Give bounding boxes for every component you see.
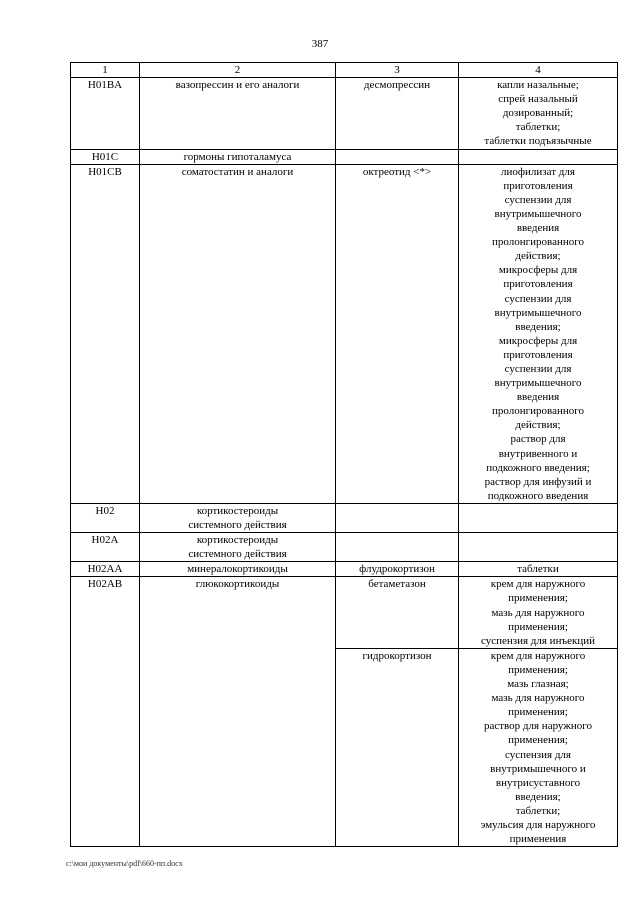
header-cell-2: 2 xyxy=(140,63,336,78)
dosage-form-cell-line: суспензии для xyxy=(504,362,572,375)
table-row xyxy=(71,149,618,164)
dosage-form-cell-line: введения xyxy=(516,222,560,235)
dosage-form-cell-line: внутримышечного xyxy=(494,377,582,390)
atc-code-cell: H02AA xyxy=(71,562,140,577)
dosage-form-cell-line: раствор для инфузий и xyxy=(484,475,592,488)
dosage-form-cell-line: пролонгированного xyxy=(492,405,584,418)
dosage-form-cell-line: внутримышечного xyxy=(494,207,582,220)
drug-name-cell xyxy=(336,577,459,648)
header-cell-4: 4 xyxy=(459,63,618,78)
atc-code-cell: H02A xyxy=(71,533,140,562)
dosage-form-cell-line: крем для наружного xyxy=(490,578,586,591)
dosage-form-cell-line: таблетки; xyxy=(515,121,561,134)
group-cell xyxy=(140,503,336,532)
dosage-form-cell xyxy=(459,648,618,846)
dosage-form-cell xyxy=(459,577,618,648)
dosage-form-cell-line: приготовления xyxy=(503,179,573,192)
atc-code-cell: H01BA xyxy=(71,78,140,149)
dosage-form-cell-line: раствор для наружного xyxy=(483,720,593,733)
dosage-form-cell xyxy=(459,164,618,503)
atc-code-cell: H01C xyxy=(71,149,140,164)
dosage-form-cell-line: применения xyxy=(509,833,567,846)
dosage-form-cell-line: таблетки xyxy=(517,563,559,576)
drug-name-cell-line: гидрокортизон xyxy=(362,649,432,662)
dosage-form-cell-line: суспензия для инъекций xyxy=(480,634,596,647)
drug-name-cell xyxy=(336,503,459,532)
atc-code-cell: H01CB xyxy=(71,164,140,503)
dosage-form-cell-line: пролонгированного xyxy=(492,236,584,249)
group-cell-line: соматостатин и аналоги xyxy=(181,165,294,178)
dosage-form-cell-line: крем для наружного xyxy=(490,649,586,662)
dosage-form-cell-line: действия; xyxy=(515,419,561,432)
dosage-form-cell-line: введения xyxy=(516,391,560,404)
atc-code-cell: H02AB xyxy=(71,577,140,847)
drug-name-cell xyxy=(336,562,459,577)
dosage-form-cell-line: суспензии для xyxy=(504,193,572,206)
drug-name-cell-line: бетаметазон xyxy=(368,578,426,591)
dosage-form-cell-line: раствор для xyxy=(510,433,566,446)
dosage-form-cell-line: приготовления xyxy=(503,348,573,361)
dosage-form-cell xyxy=(459,562,618,577)
group-cell-line: гормоны гипоталамуса xyxy=(183,150,292,163)
dosage-form-cell-line: капли назальные; xyxy=(497,79,579,92)
dosage-form-cell-line: эмульсия для наружного xyxy=(480,818,596,831)
drug-name-cell xyxy=(336,533,459,562)
dosage-form-cell-line: введения; xyxy=(515,320,561,333)
dosage-form-cell-line: применения; xyxy=(508,620,568,633)
group-cell xyxy=(140,78,336,149)
dosage-form-cell xyxy=(459,533,618,562)
page-number: 387 xyxy=(311,38,329,50)
group-cell-line: кортикостероиды xyxy=(196,534,279,547)
dosage-form-cell-line: внутримышечного и xyxy=(490,762,586,775)
group-cell xyxy=(140,577,336,847)
atc-code-cell: H02 xyxy=(71,503,140,532)
dosage-form-cell-line: внутримышечного xyxy=(494,306,582,319)
drug-name-cell xyxy=(336,78,459,149)
dosage-form-cell-line: применения; xyxy=(508,734,568,747)
group-cell xyxy=(140,562,336,577)
dosage-form-cell-line: применения; xyxy=(508,592,568,605)
group-cell-line: глюкокортикоиды xyxy=(195,578,280,591)
dosage-form-cell-line: таблетки; xyxy=(515,804,561,817)
dosage-form-cell-line: микросферы для xyxy=(498,264,578,277)
drug-name-cell-line: флудрокортизон xyxy=(359,563,435,576)
drug-table xyxy=(70,62,618,847)
drug-name-cell xyxy=(336,648,459,846)
drug-name-cell xyxy=(336,164,459,503)
drug-name-cell-line: октреотид <*> xyxy=(362,165,432,178)
dosage-form-cell-line: лиофилизат для xyxy=(501,165,575,178)
dosage-form-cell-line: мазь глазная; xyxy=(507,678,569,691)
dosage-form-cell-line: подкожного введения; xyxy=(486,461,590,474)
dosage-form-cell-line: спрей назальный xyxy=(498,93,578,106)
group-cell xyxy=(140,533,336,562)
dosage-form-cell-line: суспензии для xyxy=(504,292,572,305)
group-cell-line: минералокортикоиды xyxy=(187,563,288,576)
dosage-form-cell-line: внутрисуставного xyxy=(495,776,581,789)
header-cell-3: 3 xyxy=(336,63,459,78)
table-row xyxy=(71,78,618,149)
dosage-form-cell-line: применения; xyxy=(508,663,568,676)
dosage-form-cell-line: внутривенного и xyxy=(498,447,578,460)
dosage-form-cell-line: действия; xyxy=(515,250,561,263)
drug-name-cell xyxy=(336,149,459,164)
dosage-form-cell-line: приготовления xyxy=(503,278,573,291)
dosage-form-cell xyxy=(459,78,618,149)
table-row xyxy=(71,577,618,648)
group-cell xyxy=(140,164,336,503)
file-path-footer: c:\мои документы\pdf\660-пп.docx xyxy=(66,859,183,868)
group-cell-line: системного действия xyxy=(188,519,287,531)
table-row xyxy=(71,503,618,532)
dosage-form-cell-line: введения; xyxy=(515,790,561,803)
dosage-form-cell-line: дозированный; xyxy=(502,107,574,120)
group-cell-line: вазопрессин и его аналоги xyxy=(175,79,300,92)
dosage-form-cell-line: мазь для наружного xyxy=(491,606,585,619)
table-row xyxy=(71,533,618,562)
group-cell-line: системного действия xyxy=(188,548,287,561)
header-row xyxy=(71,63,618,78)
drug-name-cell-line: десмопрессин xyxy=(363,79,431,92)
dosage-form-cell xyxy=(459,149,618,164)
dosage-form-cell xyxy=(459,503,618,532)
table-row xyxy=(71,562,618,577)
dosage-form-cell-line: мазь для наружного xyxy=(491,692,585,705)
dosage-form-cell-line: микросферы для xyxy=(498,334,578,347)
group-cell xyxy=(140,149,336,164)
dosage-form-cell-line: таблетки подъязычные xyxy=(484,135,592,148)
dosage-form-cell-line: суспензия для xyxy=(505,748,571,761)
header-cell-1: 1 xyxy=(71,63,140,78)
group-cell-line: кортикостероиды xyxy=(196,504,279,517)
dosage-form-cell-line: подкожного введения xyxy=(487,489,589,502)
dosage-form-cell-line: применения; xyxy=(508,706,568,719)
table-row xyxy=(71,164,618,503)
